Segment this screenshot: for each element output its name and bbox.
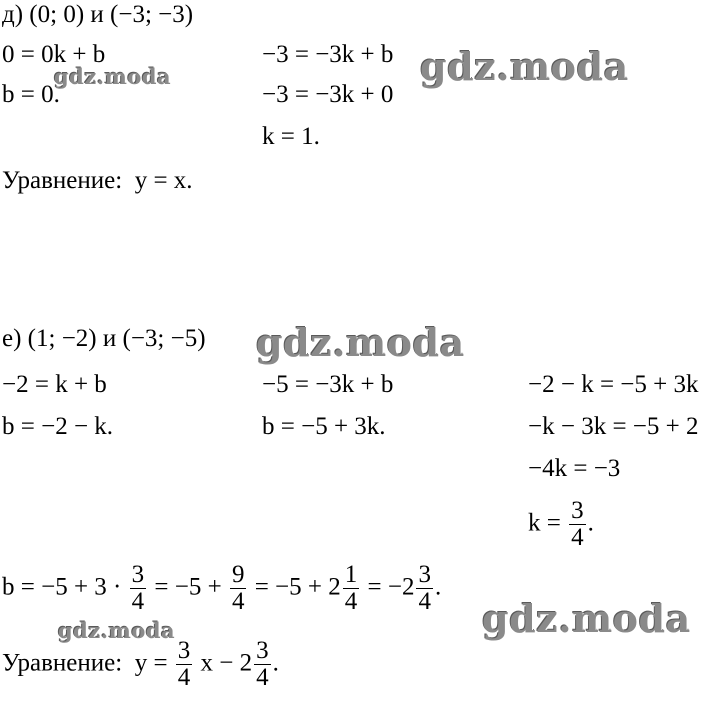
part-e-eq-6: −k − 3k = −5 + 2 (528, 413, 699, 440)
part-e-eq-1: −2 = k + b (2, 371, 107, 398)
part-e-answer: Уравнение: y = $\frac{3}{4}$ x − 2 $\frac{3}{4}$ . (2, 637, 279, 692)
watermark-logo: gdz.moda (58, 618, 176, 643)
part-d-eq-5: k = 1. (262, 123, 320, 150)
watermark-logo: gdz.moda (420, 44, 629, 89)
fraction: $\frac{9}{4}$ (231, 561, 245, 616)
fraction: $\frac{3}{4}$ (571, 497, 584, 552)
part-e-k-result: k = $\frac{3}{4}$ . (528, 497, 594, 552)
fraction: $\frac{3}{4}$ (131, 561, 145, 616)
part-e-eq-7: −4k = −3 (528, 455, 621, 482)
watermark-logo: gdz.moda (482, 596, 691, 641)
part-d-eq-4: −3 = −3k + 0 (262, 81, 394, 108)
watermark-logo: gdz.moda (256, 320, 465, 365)
part-e-eq-4: b = −5 + 3k. (262, 413, 386, 440)
answer-equation: y = x. (134, 167, 193, 194)
part-d-eq-2: b = 0. (2, 81, 60, 108)
fraction: $\frac{3}{4}$ (418, 561, 431, 616)
part-e-eq-5: −2 − k = −5 + 3k (528, 371, 699, 398)
part-d-answer (2, 168, 193, 193)
answer-label: Уравнение: (2, 167, 123, 194)
part-e-header: е) (1; −2) и (−3; −5) (2, 325, 206, 352)
part-d-header: д) (0; 0) и (−3; −3) (2, 1, 194, 28)
part-d-eq-1: 0 = 0k + b (2, 41, 106, 68)
part-e-b-line: b = −5 + 3 · $\frac{3}{4}$ = −5 + $\frac{9}{4}$ = −5 + 2 $\frac{1}{4}$ = −2 $\frac{3}{4}$ . (2, 561, 442, 616)
part-e-eq-3: −5 = −3k + b (262, 371, 394, 398)
part-e-eq-2: b = −2 − k. (2, 413, 114, 440)
fraction: $\frac{1}{4}$ (344, 561, 358, 616)
fraction: $\frac{3}{4}$ (177, 637, 191, 692)
answer-label: Уравнение: (2, 649, 123, 677)
part-d-eq-3: −3 = −3k + b (262, 41, 394, 68)
watermark-logo: gdz.moda (54, 64, 172, 89)
fraction: $\frac{3}{4}$ (256, 637, 269, 692)
